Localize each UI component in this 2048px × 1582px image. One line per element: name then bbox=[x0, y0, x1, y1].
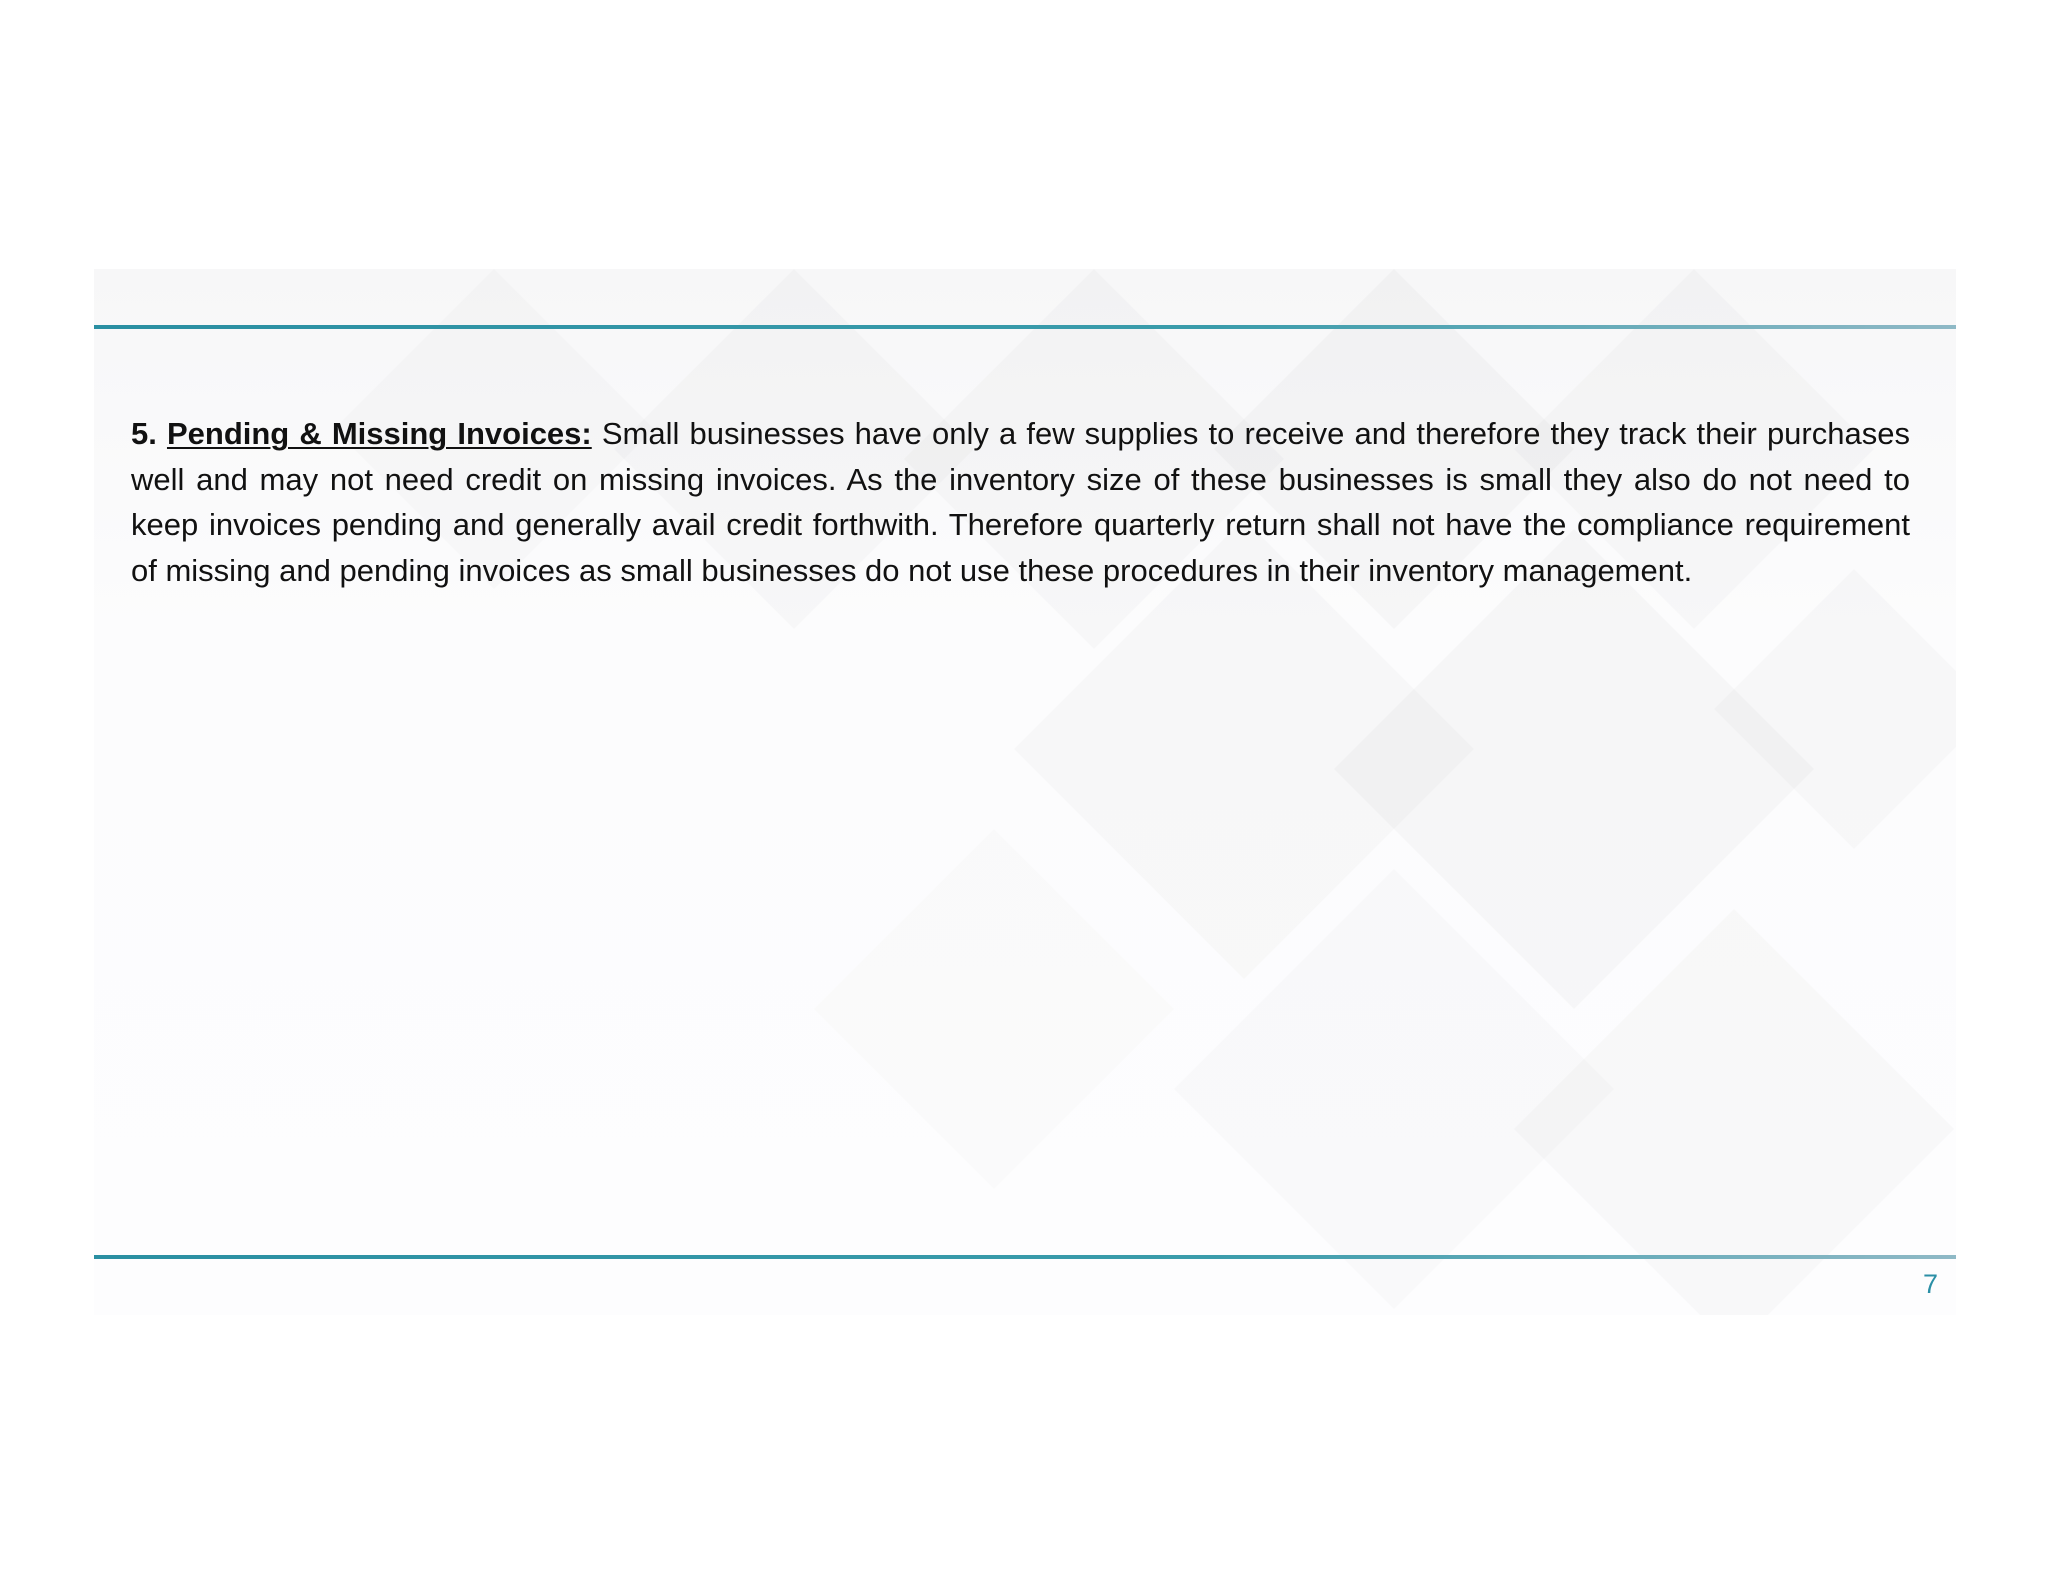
slide bbox=[94, 269, 1956, 1315]
section-heading: Pending & Missing Invoices: bbox=[166, 416, 592, 451]
section-body: Small businesses have only a few supplies to receive and therefore they track their purchases well and may not need credit on missing invoices. As the inventory size of these businesses is small they also do not need to keep invoices pending and generally avail credit forthwith. Therefore quarterly return shall not have the compliance requirement of missing and pending invoices as small businesses do not use these procedures in their inventory management. bbox=[131, 416, 1910, 588]
section-paragraph bbox=[131, 411, 1910, 593]
bottom-divider bbox=[94, 1255, 1956, 1259]
section-number: 5. bbox=[131, 416, 157, 451]
top-divider bbox=[94, 325, 1956, 329]
page-number: 7 bbox=[1922, 1269, 1938, 1299]
